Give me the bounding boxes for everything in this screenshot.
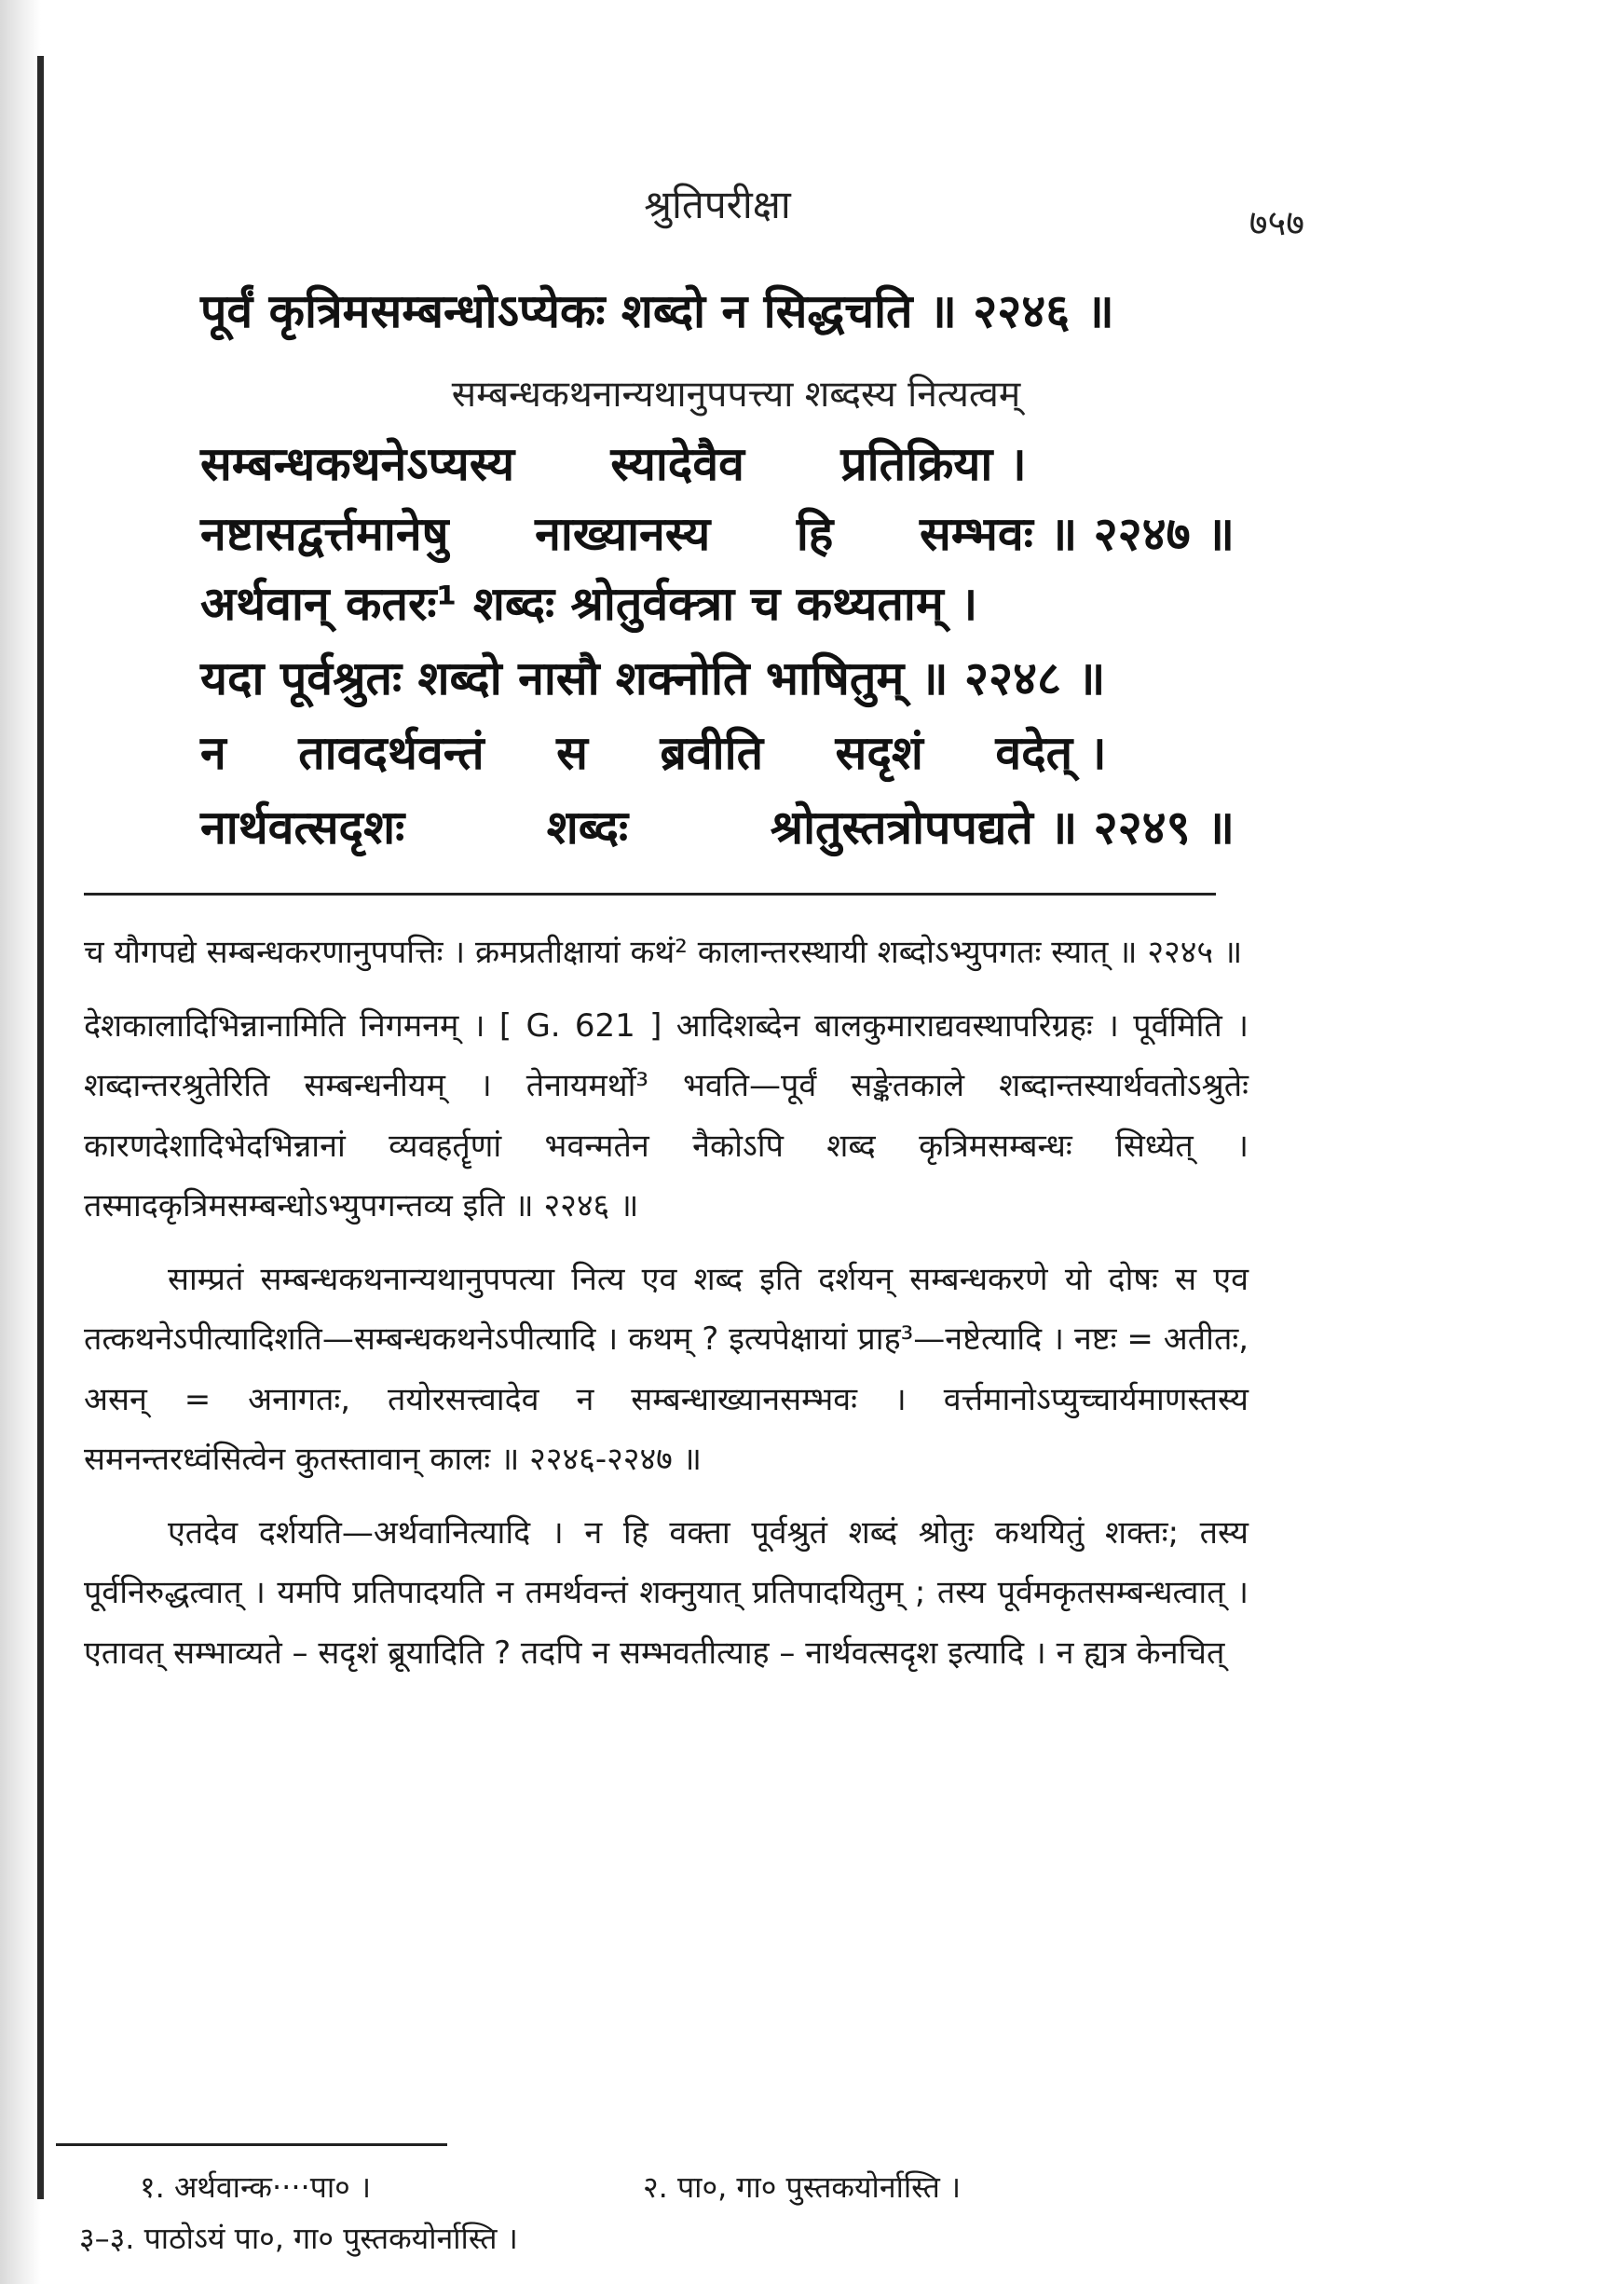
verse-word: ब्रवीति	[660, 726, 764, 780]
verse-word: सदृशं	[835, 726, 923, 780]
commentary-paragraph: साम्प्रतं सम्बन्धकथनान्यथानुपपत्या नित्य एव शब्द इति दर्शयन् सम्बन्धकरणे यो दोषः स एव तत्कथनेऽपीत्यादिशति—सम्बन्धकथनेऽपीत्यादि । कथम् ? इत्यपेक्षायां प्राह³—नष्टेत्यादि । नष्टः = अतीतः, असन् = अनागतः, तयोरसत्त्वादेव न सम्बन्धाख्यानसम्भवः । वर्त्तमानोऽप्युच्चार्यमाणस्तस्य समनन्तरध्वंसित्वेन कुतस्तावान् कालः ॥ २२४६-२२४७ ॥	[84, 1260, 1249, 1478]
verse-word: स्यादेवैव	[610, 437, 744, 491]
verse-line-3	[200, 500, 1235, 564]
verse-word: स	[556, 726, 588, 780]
verse-word: वदेत् ।	[995, 726, 1107, 780]
verse-commentary-divider	[84, 893, 1216, 896]
verse-word: प्रतिक्रिया ।	[840, 437, 1027, 491]
footnote-1: १. अर्थवान्क····पा० ।	[140, 2169, 372, 2205]
verse-line-5	[200, 645, 1235, 708]
verse-word: सम्बन्धकथनेऽप्यस्य	[200, 437, 515, 491]
commentary-paragraph: देशकालादिभिन्नानामिति निगमनम् । [ G. 621 ] आदिशब्देन बालकुमाराद्यवस्थापरिग्रहः । पूर्वमिति । शब्दान्तरश्रुतेरिति सम्बन्धनीयम् । तेनायमर्थो³ भवति—पूर्वं सङ्केतकाले शब्दान्तस्यार्थवतोऽश्रुतेः कारणदेशादिभेदभिन्नानां व्यवहर्तॄणां भवन्मतेन नैकोऽपि शब्द कृत्रिमसम्बन्धः सिध्येत् । तस्मादकृत्रिमसम्बन्धोऽभ्युपगन्तव्य इति ॥ २२४६ ॥	[84, 1006, 1249, 1224]
verse-text: पूर्वं कृत्रिमसम्बन्धोऽप्येकः शब्दो न सिद्धचति ॥ २२४६ ॥	[200, 284, 1114, 338]
verse-line-1	[200, 278, 1235, 341]
page-number: ७५७	[1249, 202, 1304, 243]
verse-word: नाख्यानस्य	[535, 507, 711, 561]
verse-word: तावदर्थवन्तं	[298, 726, 484, 780]
verse-word: न	[200, 726, 226, 780]
verse-word: शब्दः	[546, 800, 629, 855]
commentary-block	[84, 923, 1249, 1683]
verse-word: नार्थवत्सदृशः	[200, 800, 405, 855]
verse-word: नष्टासद्वर्त्तमानेषु	[200, 507, 449, 561]
verse-text: अर्थवान् कतरः¹ शब्दः श्रोतुर्वक्त्रा च कथ्यताम् ।	[200, 577, 978, 631]
footnote-3: ३–३. पाठोऽयं पा०, गा० पुस्तकयोर्नास्ति ।	[79, 2221, 518, 2256]
scan-edge	[0, 0, 41, 2284]
verse-line-4	[200, 570, 1235, 634]
footnote-2: २. पा०, गा० पुस्तकयोर्नास्ति ।	[643, 2169, 962, 2205]
running-header-title: श्रुतिपरीक्षा	[644, 182, 791, 227]
footnote-divider	[56, 2143, 447, 2146]
verse-word: हि	[796, 507, 834, 561]
verse-line-2	[200, 431, 1235, 494]
verse-line-7	[200, 794, 1235, 857]
commentary-paragraph: च यौगपद्ये सम्बन्धकरणानुपपत्तिः । क्रमप्रतीक्षायां कथं² कालान्तरस्थायी शब्दोऽभ्युपगतः स्यात् ॥ २२४५ ॥	[84, 934, 1243, 971]
verse-text: यदा पूर्वश्रुतः शब्दो नासौ शक्नोति भाषितुम् ॥ २२४८ ॥	[200, 651, 1106, 705]
book-spine-line	[37, 56, 44, 2199]
verse-word: श्रोतुस्तत्रोपपद्यते ॥ २२४९ ॥	[770, 800, 1235, 855]
verse-line-6	[200, 719, 1235, 783]
commentary-paragraph: एतदेव दर्शयति—अर्थवानित्यादि । न हि वक्ता पूर्वश्रुतं शब्दं श्रोतुः कथयितुं शक्तः; तस्य पूर्वनिरुद्धत्वात् । यमपि प्रतिपादयति न तमर्थवन्तं शक्नुयात् प्रतिपादयितुम् ; तस्य पूर्वमकृतसम्बन्धत्वात् । एतावत् सम्भाव्यते – सदृशं ब्रूयादिति ? तदपि न सम्भवतीत्याह – नार्थवत्सदृश इत्यादि । न ह्यत्र केनचित्	[84, 1513, 1249, 1672]
verse-word: सम्भवः ॥ २२४७ ॥	[919, 507, 1235, 561]
verse-subheading: सम्बन्धकथनान्यथानुपपत्त्या शब्दस्य नित्यत्वम्	[451, 374, 1021, 416]
